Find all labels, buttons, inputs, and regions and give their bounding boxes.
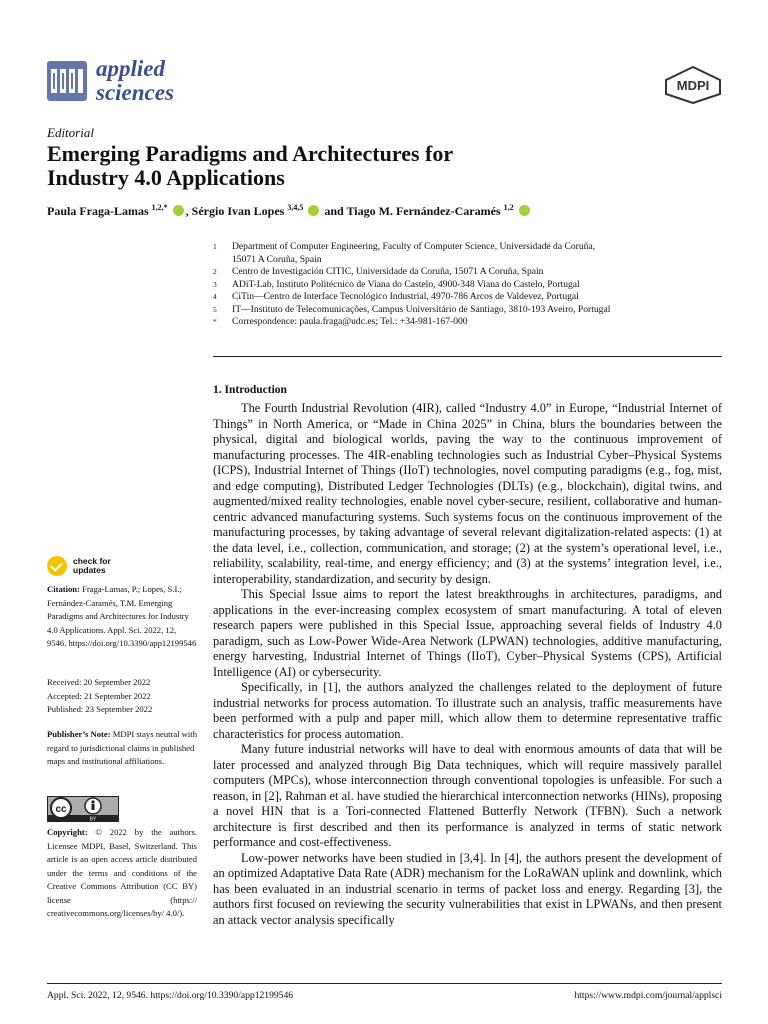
affiliation-item [213, 279, 683, 292]
check-for-updates[interactable] [47, 556, 111, 576]
affil-text: Department of Computer Engineering, Faculty of Computer Science, Universidade da Coruña, [232, 241, 596, 252]
affiliation-item [213, 254, 683, 267]
journal-name [96, 57, 174, 105]
publisher-name: MDPI [676, 78, 710, 93]
orcid-icon[interactable] [519, 205, 530, 216]
copyright-text: © 2022 by the authors. Licensee MDPI, Basel, Switzerland. This article is an open access article distributed under the terms and conditions of the Creative Commons Attribution (CC BY) license (https:// creativecommons.org/licenses/by/ 4.0/). [47, 827, 197, 918]
affil-num [213, 254, 232, 267]
copyright-label: Copyright: [47, 827, 88, 837]
mdpi-logo [664, 66, 722, 104]
affil-num: 3 [213, 279, 217, 289]
affiliation-item [213, 241, 683, 254]
affil-text: IT—Instituto de Telecomunicações, Campus Universitário de Santiago, 3810-193 Aveiro, Portugal [232, 303, 611, 315]
check-line2: updates [73, 565, 106, 575]
affil-text: CiTin—Centro de Interface Tecnológico Industrial, 4970-786 Arcos de Valdevez, Portugal [232, 291, 579, 302]
paragraph: The Fourth Industrial Revolution (4IR), called “Industry 4.0” in Europe, “Industrial Internet of Things” in North America, or “Made in China 2025” in China, blurs the boundaries between the physical, digital and biological worlds, paving the way to the continuous improvement of manufacturing processes. The 4IR-enabling technologies such as Industrial Cyber–Physical Systems (ICPS), Industrial Internet of Things (IIoT) technologies, novel computing paradigms (e.g., fog, mist, and edge computing), Distributed Ledger Technologies (DLTs) (e.g., blockchain), digital twins, and augmented/mixed reality technologies, enable novel cyber-secure, resilient, collaborative and human-centric advanced manufacturing systems. Such systems focus on the continuous improvement of the manufacturing processes, by taking advantage of several relevant digitalization-related aspects: (1) at the data level, i.e., collection, communication, and storage; (2) at the system’s operational level, i.e., reliability, scalability, real-time, and energy efficiency; and (3) at the systems’ integration level, i.e., interoperability, standardization, and security by design. [213, 401, 722, 586]
title-line1: Emerging Paradigms and Architectures for [47, 141, 454, 166]
affil-num: * [213, 317, 217, 326]
note-label: Publisher’s Note: [47, 729, 111, 739]
author-affil: 1,2,* [151, 203, 168, 212]
paragraph: This Special Issue aims to report the latest breakthroughs in architectures, paradigms, and applications in the ever-increasing complex ecosystem of smart manufacturing. A total of eleven research papers were published in this Special Issue, approaching several fields of Industry 4.0 paradigm, such as Low-Power Wide-Area Network (LPWAN) technologies, additive manufacturing, energy harvesting, Industrial Internet of Things (IIoT), Cyber–Physical Systems (CPS), Artificial Intelligence (AI) or cybersecurity. [213, 587, 722, 679]
citation-block [47, 583, 197, 651]
cc-by-icon[interactable] [47, 796, 119, 822]
check-label [73, 557, 111, 575]
paragraph: Specifically, in [1], the authors analyzed the challenges related to the deployment of future industrial networks for process automation. To illustrate such an analysis, traffic measurements have been performed with a pulp and paper mill, which allow them to determine representative traffic characteristics for process automation. [213, 680, 722, 741]
copyright-block [47, 826, 197, 921]
footer-journal-link[interactable]: https://www.mdpi.com/journal/applsci [574, 990, 722, 1001]
author-name: Paula Fraga-Lamas [47, 204, 149, 218]
affil-text: Centro de Investigación CITIC, Universidade da Coruña, 15071 A Coruña, Spain [232, 266, 544, 277]
orcid-icon[interactable] [173, 205, 184, 216]
affil-text: ADiT-Lab, Instituto Politécnico de Viana do Castelo, 4900-348 Viana do Castelo, Portugal [232, 278, 580, 290]
author-sep: and [321, 204, 347, 218]
title-line2: Industry 4.0 Applications [47, 165, 285, 190]
check-icon [47, 556, 67, 576]
orcid-icon[interactable] [308, 205, 319, 216]
paragraph: Many future industrial networks will have to deal with enormous amounts of data that will be later processed and analyzed through Big Data techniques, which will require massively parallel computers (MPCs), whose interconnection through conventional topologies is unfeasible. For such a reason, in [2], Rahman et al. have studied the hierarchical interconnection networks (HINs), proposing a novel HIN that is a Tori-connected Flattened Butterfly Network (TFBN). Such a network architecture is first described and then its performance is analyzed in terms of static network performance and cost-effectiveness. [213, 742, 722, 849]
divider [213, 356, 722, 357]
section-heading: 1. Introduction [213, 384, 287, 396]
affil-num: 2 [213, 267, 217, 276]
received-date: Received: 20 September 2022 [47, 677, 151, 687]
affiliations [213, 241, 683, 329]
note-text: MDPI stays neutral with regard to jurisdictional claims in published maps and institutional affiliations. [47, 729, 197, 766]
accepted-date: Accepted: 21 September 2022 [47, 690, 151, 701]
page-title [47, 142, 567, 190]
affil-num: 1 [213, 242, 217, 251]
publisher-note [47, 728, 197, 769]
author-affil: 1,2 [503, 203, 514, 212]
journal-logo-icon [47, 61, 87, 101]
journal-line1: applied [96, 56, 165, 81]
article-body [213, 401, 722, 928]
footer-citation: Appl. Sci. 2022, 12, 9546. https://doi.org/10.3390/app12199546 [47, 990, 294, 1001]
affil-num: 4 [213, 292, 217, 301]
dates-block [47, 676, 197, 717]
citation-label: Citation: [47, 584, 80, 594]
author-name: Sérgio Ivan Lopes [191, 204, 285, 218]
affil-num: 5 [213, 304, 217, 314]
paragraph: Low-power networks have been studied in [3,4]. In [4], the authors present the development of an optimized Adaptative Data Rate (ADR) mechanism for the LoRaWAN uplink and downlink, which has been evaluated in an industrial scenario in terms of packet loss and energy. Regarding [3], the authors first focused on reviewing the security vulnerabilities that exist in LPWANs, and then present an attack vector analysis specifically [213, 850, 722, 927]
author-name: Tiago M. Fernández-Caramés [346, 204, 501, 218]
author-list [47, 203, 532, 219]
cc-text: cc [55, 804, 67, 815]
footer-divider [47, 983, 722, 984]
affiliation-item [213, 266, 683, 279]
affil-text: 15071 A Coruña, Spain [232, 253, 322, 265]
affiliation-item [213, 304, 683, 317]
author-affil: 3,4,5 [287, 203, 304, 212]
affiliation-item [213, 316, 683, 329]
cc-by-text: BY [89, 816, 97, 822]
affil-text: Correspondence: paula.fraga@udc.es; Tel.: +34-981-167-000 [232, 316, 468, 327]
citation-text: Fraga-Lamas, P.; Lopes, S.I.; Fernández-Caramés, T.M. Emerging Paradigms and Architectures for Industry 4.0 Applications. Appl. Sci. 2022, 12, 9546. https://doi.org/10.3390/app12199546 [47, 584, 197, 648]
published-date: Published: 23 September 2022 [47, 704, 153, 714]
journal-line2: sciences [96, 80, 174, 105]
check-line1: check for [73, 556, 111, 566]
author-sep: , [185, 204, 192, 218]
affiliation-item [213, 291, 683, 304]
article-category: Editorial [47, 125, 94, 140]
